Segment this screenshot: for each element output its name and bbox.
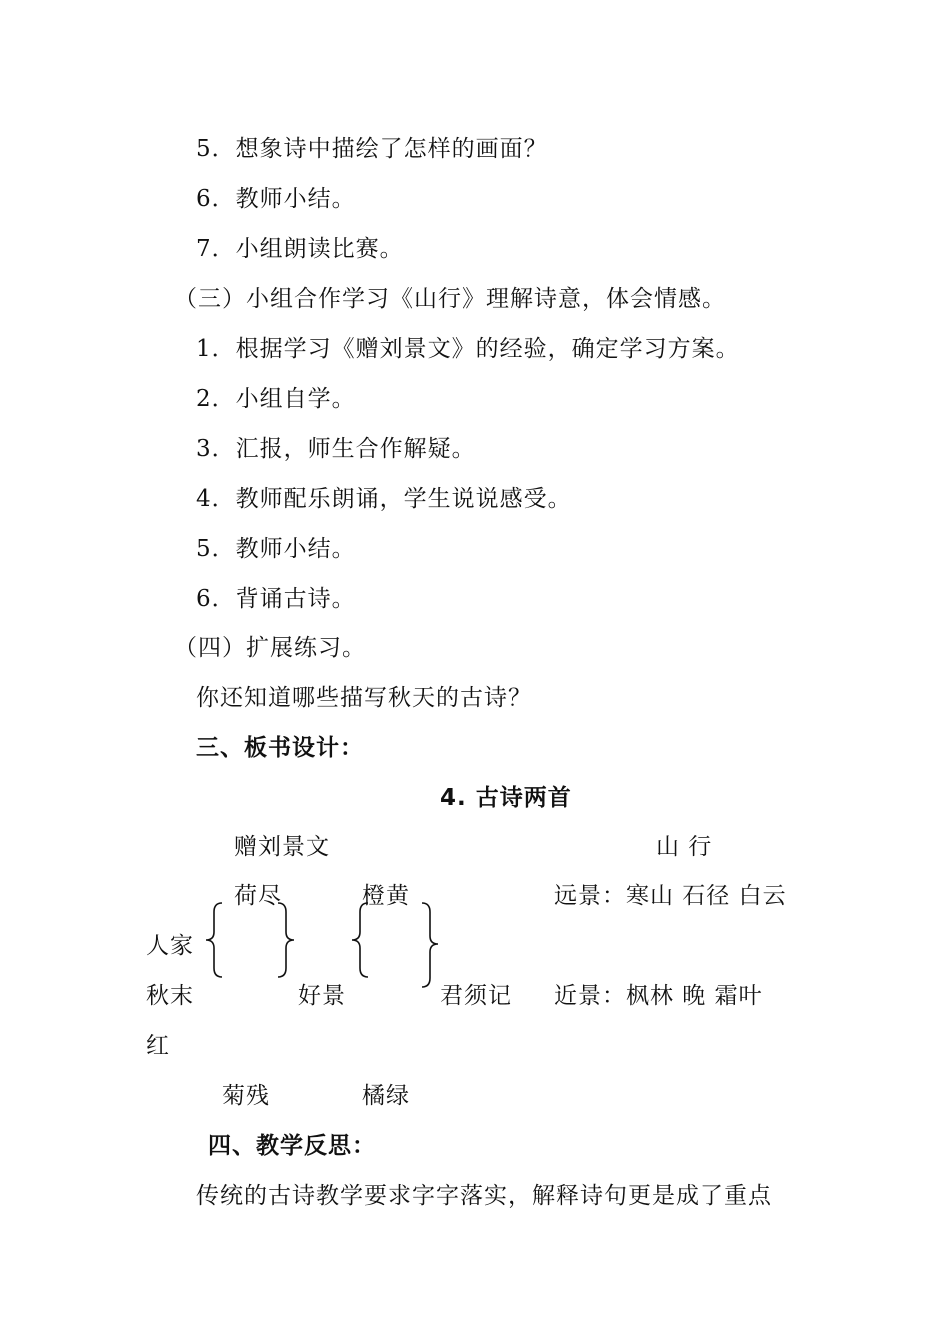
right-brace-1 (276, 902, 296, 978)
board-haojing: 好景 (298, 983, 346, 1009)
sub-step-1: 1．根据学习《赠刘景文》的经验，确定学习方案。 (196, 336, 740, 362)
reflection-heading: 四、教学反思： (208, 1133, 376, 1159)
board-ju-lv: 橘绿 (362, 1083, 410, 1109)
board-jun-xu-ji: 君须记 (440, 983, 512, 1009)
sub-step-4: 4．教师配乐朗诵，学生说说感受。 (196, 486, 572, 512)
section-3-heading: （三）小组合作学习《山行》理解诗意，体会情感。 (174, 286, 726, 312)
step-7-line: 7．小组朗读比赛。 (196, 236, 404, 262)
step-5-line: 5．想象诗中描绘了怎样的画面？ (196, 136, 548, 162)
left-brace-2 (350, 902, 370, 978)
board-he-jin: 荷尽 (234, 883, 282, 909)
sub-step-3: 3．汇报，师生合作解疑。 (196, 436, 476, 462)
board-cheng-huang: 橙黄 (362, 883, 410, 909)
board-renjia: 人家 (146, 933, 194, 959)
board-ju-can: 菊残 (222, 1083, 270, 1109)
board-hong: 红 (146, 1033, 170, 1059)
left-brace-1 (204, 902, 224, 978)
section-4-heading: （四）扩展练习。 (174, 635, 366, 661)
poem-title-zeng-liu-jingwen: 赠刘景文 (234, 834, 330, 860)
sub-step-5: 5．教师小结。 (196, 536, 356, 562)
step-6-line: 6．教师小结。 (196, 186, 356, 212)
reflection-paragraph: 传统的古诗教学要求字字落实，解释诗句更是成了重点 (196, 1183, 772, 1209)
sub-step-6: 6．背诵古诗。 (196, 586, 356, 612)
board-near-view: 近景：枫林 晚 霜叶 (554, 983, 763, 1009)
board-far-view: 远景：寒山 石径 白云 (554, 883, 787, 909)
sub-step-2: 2．小组自学。 (196, 386, 356, 412)
board-qiumo: 秋末 (146, 983, 194, 1009)
poem-title-shan-xing: 山 行 (656, 834, 713, 860)
board-design-heading: 三、板书设计： (196, 735, 364, 761)
board-title: 4. 古诗两首 (440, 785, 572, 811)
extension-question: 你还知道哪些描写秋天的古诗？ (196, 685, 532, 711)
right-brace-2 (420, 902, 440, 988)
